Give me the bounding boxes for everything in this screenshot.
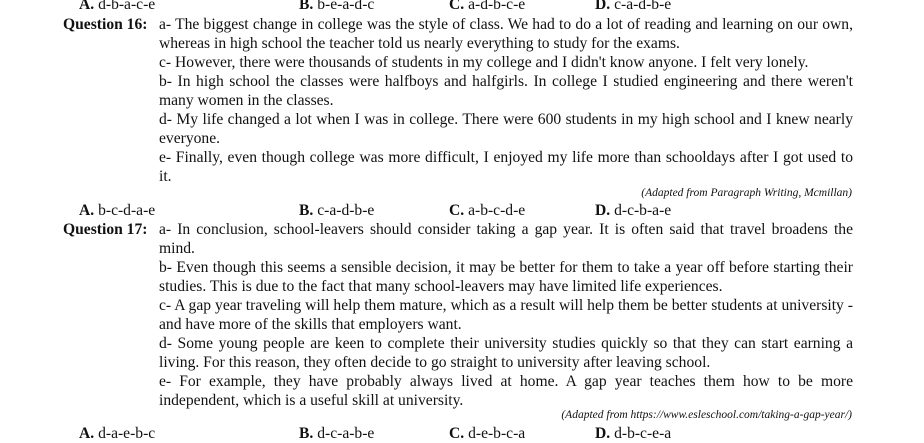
q17-option-a: A. d-a-e-b-c: [79, 425, 156, 442]
prev-option-b: B. b-e-a-d-c: [299, 0, 375, 13]
prev-option-d: D. c-a-d-b-e: [595, 0, 672, 13]
q16-sentence-a: a- The biggest change in college was the style of class. We had to do a lot of reading and learning on our own, whereas in high school the teacher told us nearly everything to study for the exams.: [159, 16, 853, 52]
q16-option-b: B. c-a-d-b-e: [299, 202, 375, 219]
q17-option-b: B. d-c-a-b-e: [299, 425, 375, 442]
question-16-label: Question 16:: [63, 16, 148, 33]
prev-option-c: C. a-d-b-c-e: [449, 0, 526, 13]
q17-sentence-e: e- For example, they have probably always lived at home. A gap year teaches them how to be more independent, which is a useful skill at university.: [159, 373, 853, 409]
q17-source: (Adapted from https://www.esleschool.com/taking-a-gap-year/): [561, 409, 852, 421]
q17-sentence-d: d- Some young people are keen to complete their university studies quickly so that they can start earning a living. For this reason, they often decide to go straight to university after leaving school.: [159, 335, 853, 371]
q17-option-c: C. d-e-b-c-a: [449, 425, 526, 442]
q16-sentence-e: e- Finally, even though college was more difficult, I enjoyed my life more than schooldays after I got used to it.: [159, 149, 853, 185]
q16-sentence-c: c- However, there were thousands of students in my college and I didn't know anyone. I felt very lonely.: [159, 54, 809, 71]
q16-sentence-d: d- My life changed a lot when I was in college. There were 600 students in my high school and I knew nearly everyone.: [159, 111, 853, 147]
q17-sentence-c: c- A gap year traveling will help them mature, which as a result will help them be better students at university - and have more of the skills that employers want.: [159, 297, 853, 333]
q17-sentence-a: a- In conclusion, school-leavers should consider taking a gap year. It is often said that travel broadens the mind.: [159, 221, 853, 257]
question-17-label: Question 17:: [63, 221, 148, 238]
q16-option-c: C. a-b-c-d-e: [449, 202, 526, 219]
q16-sentence-b: b- In high school the classes were halfboys and halfgirls. In college I studied engineering and there weren't many women in the classes.: [159, 73, 853, 109]
q16-source: (Adapted from Paragraph Writing, Mcmillan): [641, 187, 852, 199]
prev-option-a: A. d-b-a-c-e: [79, 0, 156, 13]
q16-option-a: A. b-c-d-a-e: [79, 202, 156, 219]
q17-sentence-b: b- Even though this seems a sensible decision, it may be better for them to take a year off before starting their studies. This is due to the fact that many school-leavers may have limited life experiences.: [159, 259, 853, 295]
q16-option-d: D. d-c-b-a-e: [595, 202, 672, 219]
q17-option-d: D. d-b-c-e-a: [595, 425, 672, 442]
